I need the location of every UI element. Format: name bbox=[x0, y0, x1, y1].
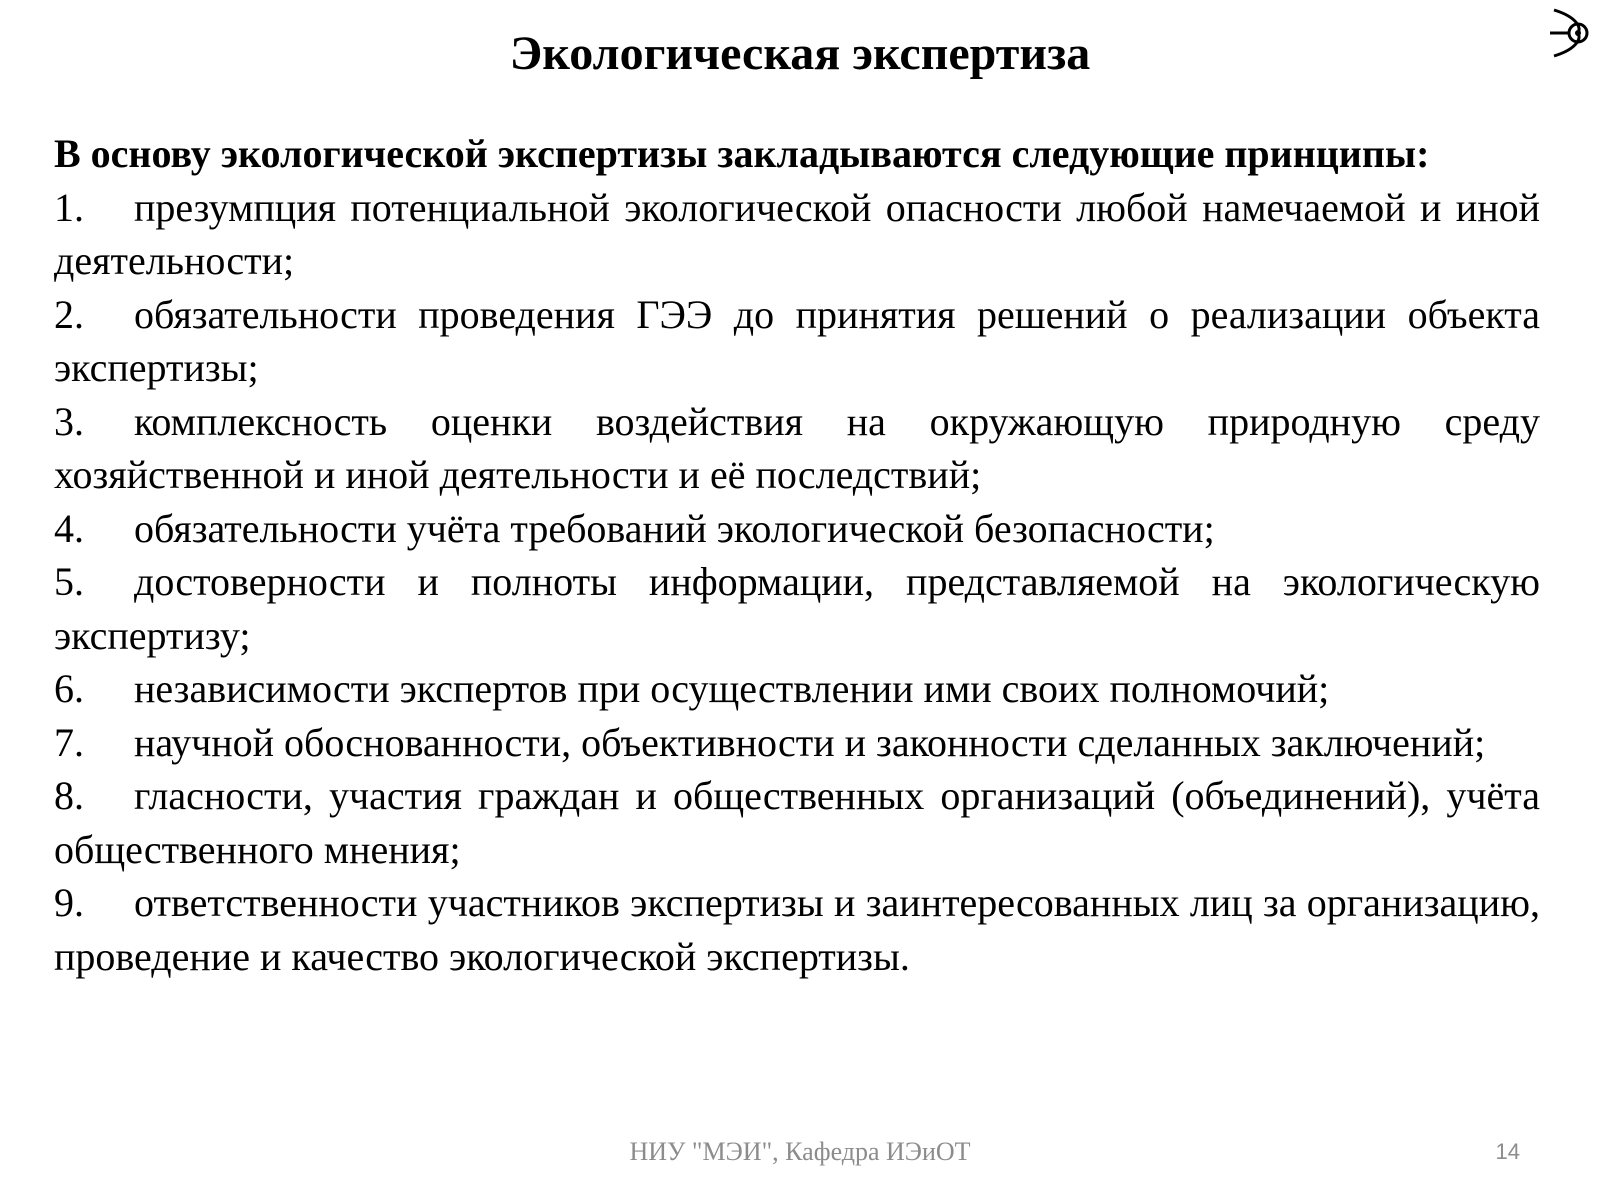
list-item-text: комплексность оценки воздействия на окружающую природную среду хозяйственной и иной деятельности и её последствий; bbox=[54, 398, 1540, 497]
list-item-number: 7. bbox=[54, 719, 84, 765]
list-item-number: 9. bbox=[54, 880, 84, 925]
list-item bbox=[54, 555, 1540, 662]
list-item-number: 5. bbox=[54, 559, 84, 604]
list-item bbox=[54, 395, 1540, 502]
list-item-text: независимости экспертов при осуществлении ими своих полномочий; bbox=[134, 666, 1330, 711]
list-item bbox=[54, 876, 1540, 983]
list-item-number: 8. bbox=[54, 773, 84, 818]
list-item bbox=[54, 716, 1540, 770]
footer-text: НИУ "МЭИ", Кафедра ИЭиОТ bbox=[629, 1137, 971, 1166]
intro-text: В основу экологической экспертизы закладываются следующие принципы: bbox=[54, 131, 1430, 176]
page-number: 14 bbox=[1495, 1139, 1520, 1164]
list-item bbox=[54, 288, 1540, 395]
list-item-number: 6. bbox=[54, 666, 84, 711]
slide-body bbox=[54, 127, 1540, 983]
list-item bbox=[54, 181, 1540, 288]
list-item-number: 4. bbox=[54, 505, 84, 551]
university-logo-icon bbox=[1548, 6, 1596, 60]
list-item-number: 3. bbox=[54, 398, 84, 444]
list-item-text: обязательности учёта требований экологической безопасности; bbox=[134, 505, 1215, 551]
list-item-number: 2. bbox=[54, 291, 84, 337]
principles-list bbox=[54, 181, 1540, 984]
list-item-text: обязательности проведения ГЭЭ до принятия решений о реализации объекта экспертизы; bbox=[54, 291, 1540, 390]
slide-title: Экологическая экспертиза bbox=[509, 27, 1091, 80]
list-item-text: достоверности и полноты информации, представляемой на экологическую экспертизу; bbox=[54, 559, 1540, 658]
list-item-text: гласности, участия граждан и общественных организаций (объединений), учёта общественного мнения; bbox=[54, 773, 1540, 872]
list-item-text: научной обоснованности, объективности и законности сделанных заключений; bbox=[134, 719, 1486, 765]
list-item bbox=[54, 502, 1540, 556]
list-item bbox=[54, 662, 1540, 716]
list-item-text: презумпция потенциальной экологической опасности любой намечаемой и иной деятельности; bbox=[54, 184, 1540, 283]
list-item-number: 1. bbox=[54, 184, 84, 230]
list-item bbox=[54, 769, 1540, 876]
list-item-text: ответственности участников экспертизы и заинтересованных лиц за организацию, проведение и качество экологической экспертизы. bbox=[54, 880, 1540, 979]
